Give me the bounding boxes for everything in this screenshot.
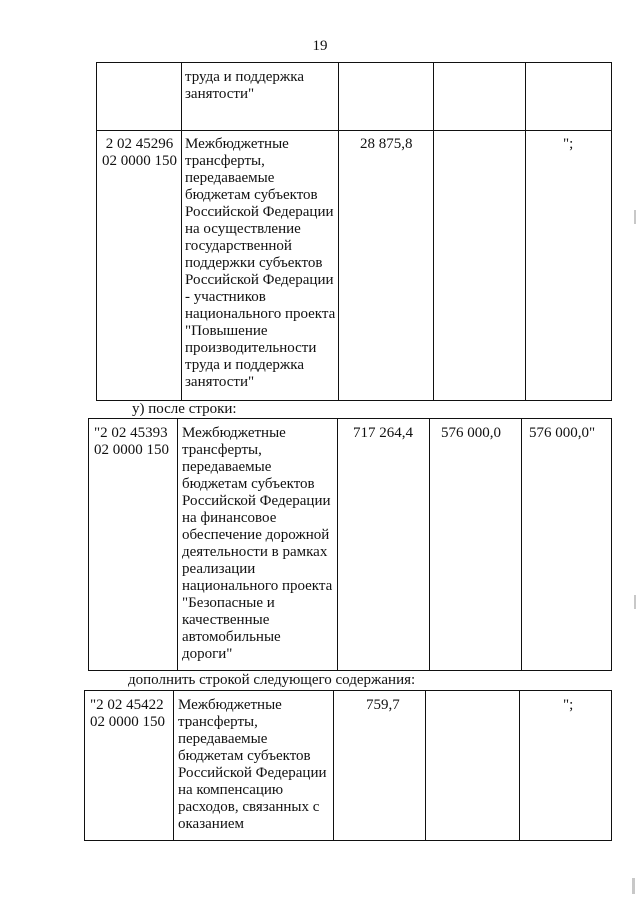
table-row-2-value-3: "; <box>563 136 574 152</box>
table-row-name: Межбюджетные трансферты, передаваемые бюджетам субъектов Российской Федерации на компенсацию расходов, связанных с оказанием <box>178 697 327 832</box>
caption-add-row: дополнить строкой следующего содержания: <box>128 672 416 688</box>
page-number: 19 <box>312 38 328 54</box>
row-divider <box>97 130 611 131</box>
code-column <box>97 63 181 400</box>
table-row-code: "2 02 45393 02 0000 150 <box>94 425 169 458</box>
table-row-value-3: 576 000,0" <box>529 425 596 441</box>
budget-table-continued <box>96 62 612 401</box>
table-row-2-name: Межбюджетные трансферты, передаваемые бюджетам субъектов Российской Федерации на осуществление государственной поддержки субъектов Российской Федерации - участников национального проекта "Повышение производительности труда и поддержка занятости" <box>185 136 336 390</box>
table-row-value-1: 717 264,4 <box>353 425 413 441</box>
value-column-3 <box>525 63 613 400</box>
budget-table-new-row <box>84 690 612 841</box>
table-row-value-2: 576 000,0 <box>441 425 501 441</box>
value-column-2 <box>429 419 521 670</box>
table-row-name: Межбюджетные трансферты, передаваемые бюджетам субъектов Российской Федерации на финансовое обеспечение дорожной деятельности в рамках реализации национального проекта "Безопасные и качественные автомобильные дороги" <box>182 425 333 662</box>
table-row-value-1: 759,7 <box>366 697 400 713</box>
value-column-1 <box>337 419 429 670</box>
value-column-2 <box>433 63 525 400</box>
table-row-value-3: "; <box>563 697 574 713</box>
table-row-code: "2 02 45422 02 0000 150 <box>90 697 165 730</box>
caption-after-row: у) после строки: <box>132 401 237 417</box>
value-column-3 <box>521 419 613 670</box>
table-row-1-name: труда и поддержка занятости" <box>185 69 305 102</box>
scan-edge-mark <box>634 210 636 224</box>
value-column-2 <box>425 691 519 840</box>
scan-edge-mark <box>634 595 636 609</box>
budget-table-existing-row <box>88 418 612 671</box>
table-row-2-value-1: 28 875,8 <box>360 136 413 152</box>
value-column-1 <box>338 63 433 400</box>
scan-edge-mark <box>632 878 635 894</box>
table-row-2-code: 2 02 45296 02 0000 150 <box>102 136 177 169</box>
